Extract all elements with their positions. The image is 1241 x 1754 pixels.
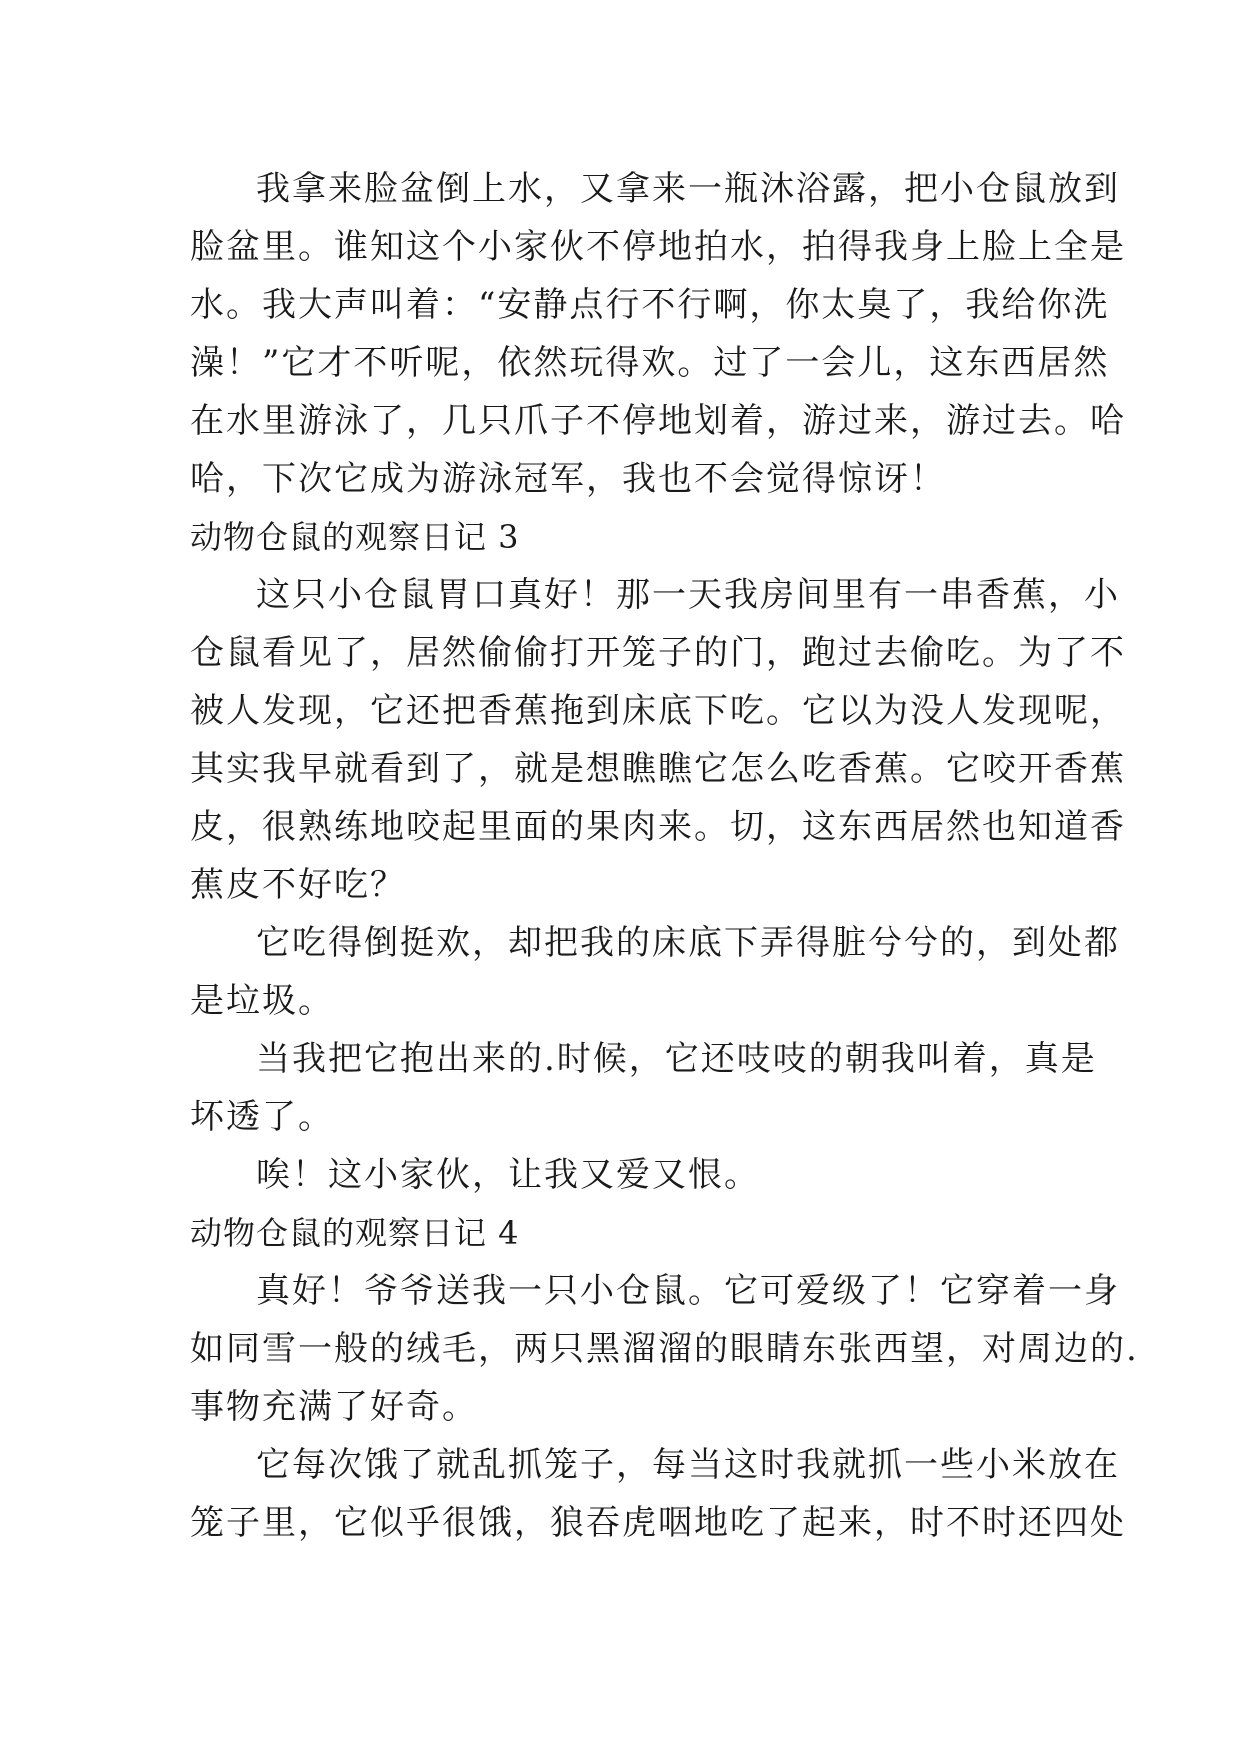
paragraph-line: 笼子里，它似乎很饿，狼吞虎咽地吃了起来，时不时还四处	[190, 1503, 1126, 1543]
paragraph-line: 澡！”它才不听呢，依然玩得欢。过了一会儿，这东西居然	[190, 343, 1110, 383]
document-page	[190, 160, 1139, 1552]
paragraph-line: 哈，下次它成为游泳冠军，我也不会觉得惊讶！	[190, 459, 946, 499]
paragraph-line: 是垃圾。	[190, 981, 334, 1021]
paragraph-line: 它每次饿了就乱抓笼子，每当这时我就抓一些小米放在	[256, 1445, 1120, 1485]
paragraph-line: 脸盆里。谁知这个小家伙不停地拍水，拍得我身上脸上全是	[190, 227, 1126, 267]
section-heading: 动物仓鼠的观察日记 4	[190, 1214, 520, 1252]
paragraph-line: 被人发现，它还把香蕉拖到床底下吃。它以为没人发现呢，	[190, 691, 1126, 731]
paragraph-line: 它吃得倒挺欢，却把我的床底下弄得脏兮兮的，到处都	[256, 923, 1120, 963]
paragraph-line: 仓鼠看见了，居然偷偷打开笼子的门，跑过去偷吃。为了不	[190, 633, 1126, 673]
paragraph-line: 事物充满了好奇。	[190, 1387, 478, 1427]
paragraph-line: 其实我早就看到了，就是想瞧瞧它怎么吃香蕉。它咬开香蕉	[190, 749, 1126, 789]
paragraph-line: 当我把它抱出来的.时候，它还吱吱的朝我叫着，真是	[256, 1039, 1097, 1079]
paragraph-line: 在水里游泳了，几只爪子不停地划着，游过来，游过去。哈	[190, 401, 1126, 441]
paragraph-line: 唉！这小家伙，让我又爱又恨。	[256, 1155, 760, 1195]
paragraph-line: 蕉皮不好吃？	[190, 865, 406, 905]
paragraph-line: 这只小仓鼠胃口真好！那一天我房间里有一串香蕉，小	[256, 575, 1120, 615]
paragraph-line: 我拿来脸盆倒上水，又拿来一瓶沐浴露，把小仓鼠放到	[256, 169, 1120, 209]
paragraph-line: 皮，很熟练地咬起里面的果肉来。切，这东西居然也知道香	[190, 807, 1126, 847]
paragraph-line: 水。我大声叫着：“安静点行不行啊，你太臭了，我给你洗	[190, 285, 1110, 325]
paragraph-line: 真好！爷爷送我一只小仓鼠。它可爱级了！它穿着一身	[256, 1271, 1120, 1311]
paragraph-line: 如同雪一般的绒毛，两只黑溜溜的眼睛东张西望，对周边的.	[190, 1329, 1139, 1369]
paragraph-line: 坏透了。	[190, 1097, 334, 1137]
section-heading: 动物仓鼠的观察日记 3	[190, 518, 520, 556]
